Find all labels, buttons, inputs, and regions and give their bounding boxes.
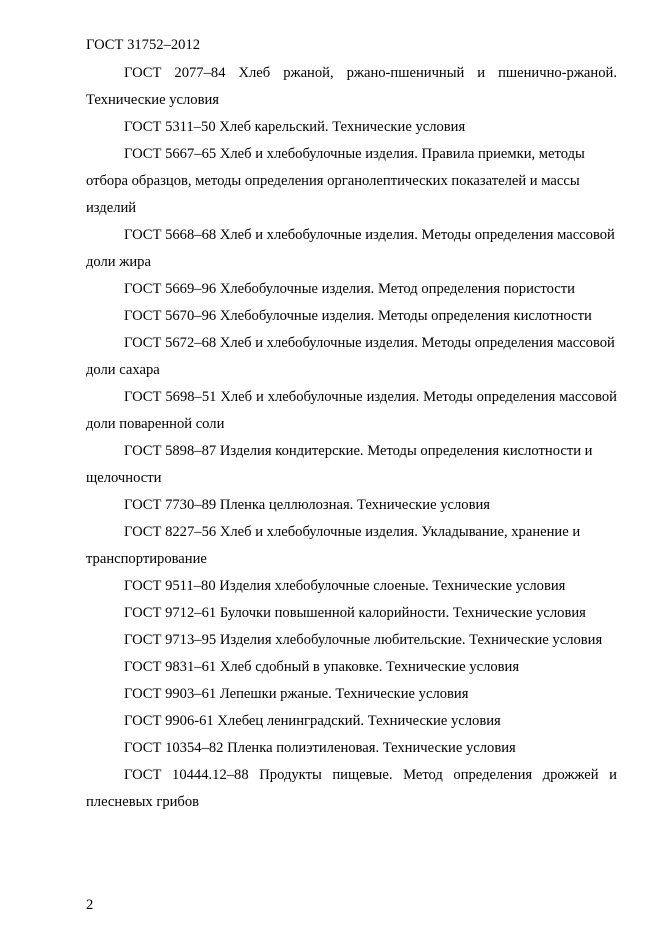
reference-code: ГОСТ 10354–82 xyxy=(124,740,224,756)
reference-entry xyxy=(86,438,617,492)
reference-entry xyxy=(86,303,617,330)
reference-title: Изделия хлебобулочные слоеные. Технические условия xyxy=(219,578,566,594)
reference-title: Продукты пищевые. Метод определения дрожжей и плесневых грибов xyxy=(86,767,617,810)
reference-code: ГОСТ 5898–87 xyxy=(124,443,217,459)
normative-references-list xyxy=(86,60,617,816)
reference-title: Хлебобулочные изделия. Метод определения пористости xyxy=(219,281,575,297)
reference-entry xyxy=(86,276,617,303)
document-header: ГОСТ 31752–2012 xyxy=(86,37,201,53)
reference-entry xyxy=(86,384,617,438)
reference-entry xyxy=(86,114,617,141)
reference-title: Хлеб и хлебобулочные изделия. Методы определения массовой доли сахара xyxy=(86,335,615,378)
reference-code: ГОСТ 5667–65 xyxy=(124,146,217,162)
reference-code: ГОСТ 5668–68 xyxy=(124,227,217,243)
reference-entry xyxy=(86,735,617,762)
reference-title: Хлеб карельский. Технические условия xyxy=(219,119,466,135)
reference-title: Хлеб и хлебобулочные изделия. Укладывание, хранение и транспортирование xyxy=(86,524,581,567)
reference-code: ГОСТ 5669–96 xyxy=(124,281,217,297)
reference-title: Пленка полиэтиленовая. Технические условия xyxy=(227,740,516,756)
reference-entry xyxy=(86,330,617,384)
reference-entry xyxy=(86,492,617,519)
reference-title: Хлеб и хлебобулочные изделия. Методы определения массовой доли поваренной соли xyxy=(86,389,617,432)
reference-title: Хлебобулочные изделия. Методы определения кислотности xyxy=(219,308,592,324)
reference-title: Лепешки ржаные. Технические условия xyxy=(219,686,469,702)
reference-entry xyxy=(86,654,617,681)
reference-code: ГОСТ 9903–61 xyxy=(124,686,217,702)
reference-title: Хлеб и хлебобулочные изделия. Правила приемки, методы отбора образцов, методы определения органолептических показателей и массы изделий xyxy=(86,146,585,216)
reference-entry xyxy=(86,708,617,735)
reference-entry xyxy=(86,222,617,276)
reference-entry xyxy=(86,627,617,654)
page-number: 2 xyxy=(86,897,94,913)
reference-code: ГОСТ 9511–80 xyxy=(124,578,216,594)
reference-code: ГОСТ 9713–95 xyxy=(124,632,217,648)
reference-title: Хлебец ленинградский. Технические условия xyxy=(217,713,501,729)
reference-title: Хлеб сдобный в упаковке. Технические условия xyxy=(219,659,520,675)
reference-entry xyxy=(86,762,617,816)
reference-entry xyxy=(86,681,617,708)
reference-code: ГОСТ 5670–96 xyxy=(124,308,217,324)
reference-code: ГОСТ 8227–56 xyxy=(124,524,217,540)
reference-title: Пленка целлюлозная. Технические условия xyxy=(219,497,490,513)
reference-code: ГОСТ 9831–61 xyxy=(124,659,217,675)
reference-title: Хлеб и хлебобулочные изделия. Методы определения массовой доли жира xyxy=(86,227,615,270)
reference-code: ГОСТ 2077–84 xyxy=(124,65,226,81)
reference-title: Булочки повышенной калорийности. Технические условия xyxy=(219,605,586,621)
reference-code: ГОСТ 9906-61 xyxy=(124,713,214,729)
reference-entry xyxy=(86,573,617,600)
reference-code: ГОСТ 5311–50 xyxy=(124,119,216,135)
reference-entry xyxy=(86,141,617,222)
reference-code: ГОСТ 5698–51 xyxy=(124,389,217,405)
reference-entry xyxy=(86,519,617,573)
reference-code: ГОСТ 10444.12–88 xyxy=(124,767,249,783)
reference-entry xyxy=(86,600,617,627)
reference-entry xyxy=(86,60,617,114)
reference-code: ГОСТ 9712–61 xyxy=(124,605,217,621)
reference-title: Хлеб ржаной, ржано-пшеничный и пшенично-ржаной. Технические условия xyxy=(86,65,617,108)
reference-title: Изделия кондитерские. Методы определения кислотности и щелочности xyxy=(86,443,593,486)
reference-title: Изделия хлебобулочные любительские. Технические условия xyxy=(219,632,603,648)
reference-code: ГОСТ 5672–68 xyxy=(124,335,217,351)
reference-code: ГОСТ 7730–89 xyxy=(124,497,217,513)
